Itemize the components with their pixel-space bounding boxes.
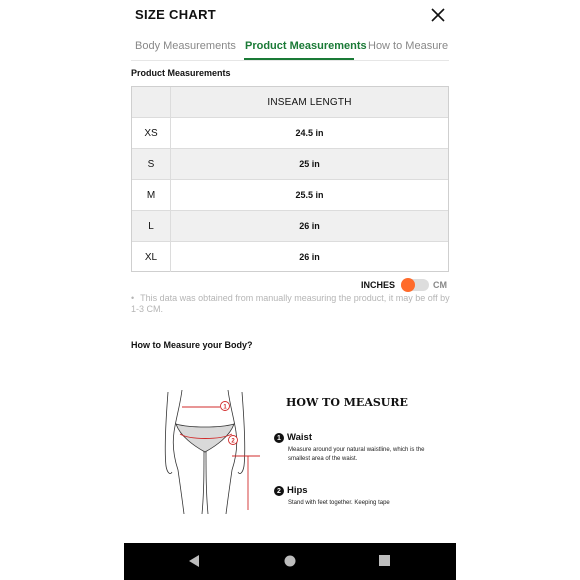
table-row	[132, 242, 448, 273]
unit-switch-knob[interactable]	[401, 278, 415, 292]
step-number-badge: 1	[274, 433, 284, 443]
back-triangle-icon[interactable]	[188, 555, 200, 567]
android-nav-bar	[124, 543, 456, 580]
unit-toggle	[361, 278, 451, 292]
step-desc-hips: Stand with feet together. Keeping tape	[288, 500, 390, 506]
step-title-waist: Waist	[287, 432, 312, 443]
tab-body-measurements[interactable]: Body Measurements	[135, 40, 236, 52]
value-cell: 26 in	[299, 221, 320, 231]
section-title: Product Measurements	[131, 68, 231, 78]
active-tab-indicator	[244, 58, 354, 60]
unit-inches-label[interactable]: INCHES	[361, 280, 396, 290]
step-desc-waist: Measure around your natural waistline, which is the smallest area of the waist.	[288, 447, 425, 462]
guide-title: HOW TO MEASURE	[286, 396, 408, 409]
size-cell: S	[132, 149, 171, 179]
note-bullet: •	[131, 293, 135, 303]
value-cell: 25 in	[299, 159, 320, 169]
size-cell: L	[132, 211, 171, 241]
recents-square-icon[interactable]	[379, 555, 390, 566]
column-header-inseam: INSEAM LENGTH	[267, 96, 352, 108]
table-header-row	[132, 87, 448, 118]
value-cell: 24.5 in	[295, 128, 324, 138]
step-number-badge: 2	[274, 486, 284, 496]
hips-marker-label: 2	[231, 438, 235, 445]
value-cell: 26 in	[299, 252, 320, 262]
how-to-measure-heading: How to Measure your Body?	[131, 340, 253, 350]
size-cell: XL	[132, 242, 171, 272]
body-measurement-illustration	[160, 388, 270, 516]
unit-switch[interactable]	[401, 279, 429, 291]
size-chart-header	[0, 0, 580, 32]
table-row	[132, 180, 448, 211]
table-row	[132, 211, 448, 242]
size-cell: XS	[132, 118, 171, 148]
step-title-hips: Hips	[287, 485, 308, 496]
table-row	[132, 118, 448, 149]
value-cell: 25.5 in	[295, 190, 324, 200]
tab-how-to-measure[interactable]: How to Measure	[368, 40, 449, 52]
table-row	[132, 149, 448, 180]
waist-marker-label: 1	[223, 404, 227, 411]
home-circle-icon[interactable]	[284, 555, 296, 567]
size-cell: M	[132, 180, 171, 210]
unit-cm-label[interactable]: CM	[433, 280, 447, 290]
measurement-note	[131, 293, 451, 315]
page-title: SIZE CHART	[135, 7, 216, 22]
tab-bar	[131, 36, 449, 61]
close-icon[interactable]	[429, 6, 447, 24]
table-header-size-cell	[132, 87, 171, 117]
tab-product-measurements[interactable]: Product Measurements	[245, 40, 367, 52]
measurement-table	[131, 86, 449, 272]
note-text: This data was obtained from manually measuring the product, it may be off by 1-3 CM.	[131, 293, 450, 314]
